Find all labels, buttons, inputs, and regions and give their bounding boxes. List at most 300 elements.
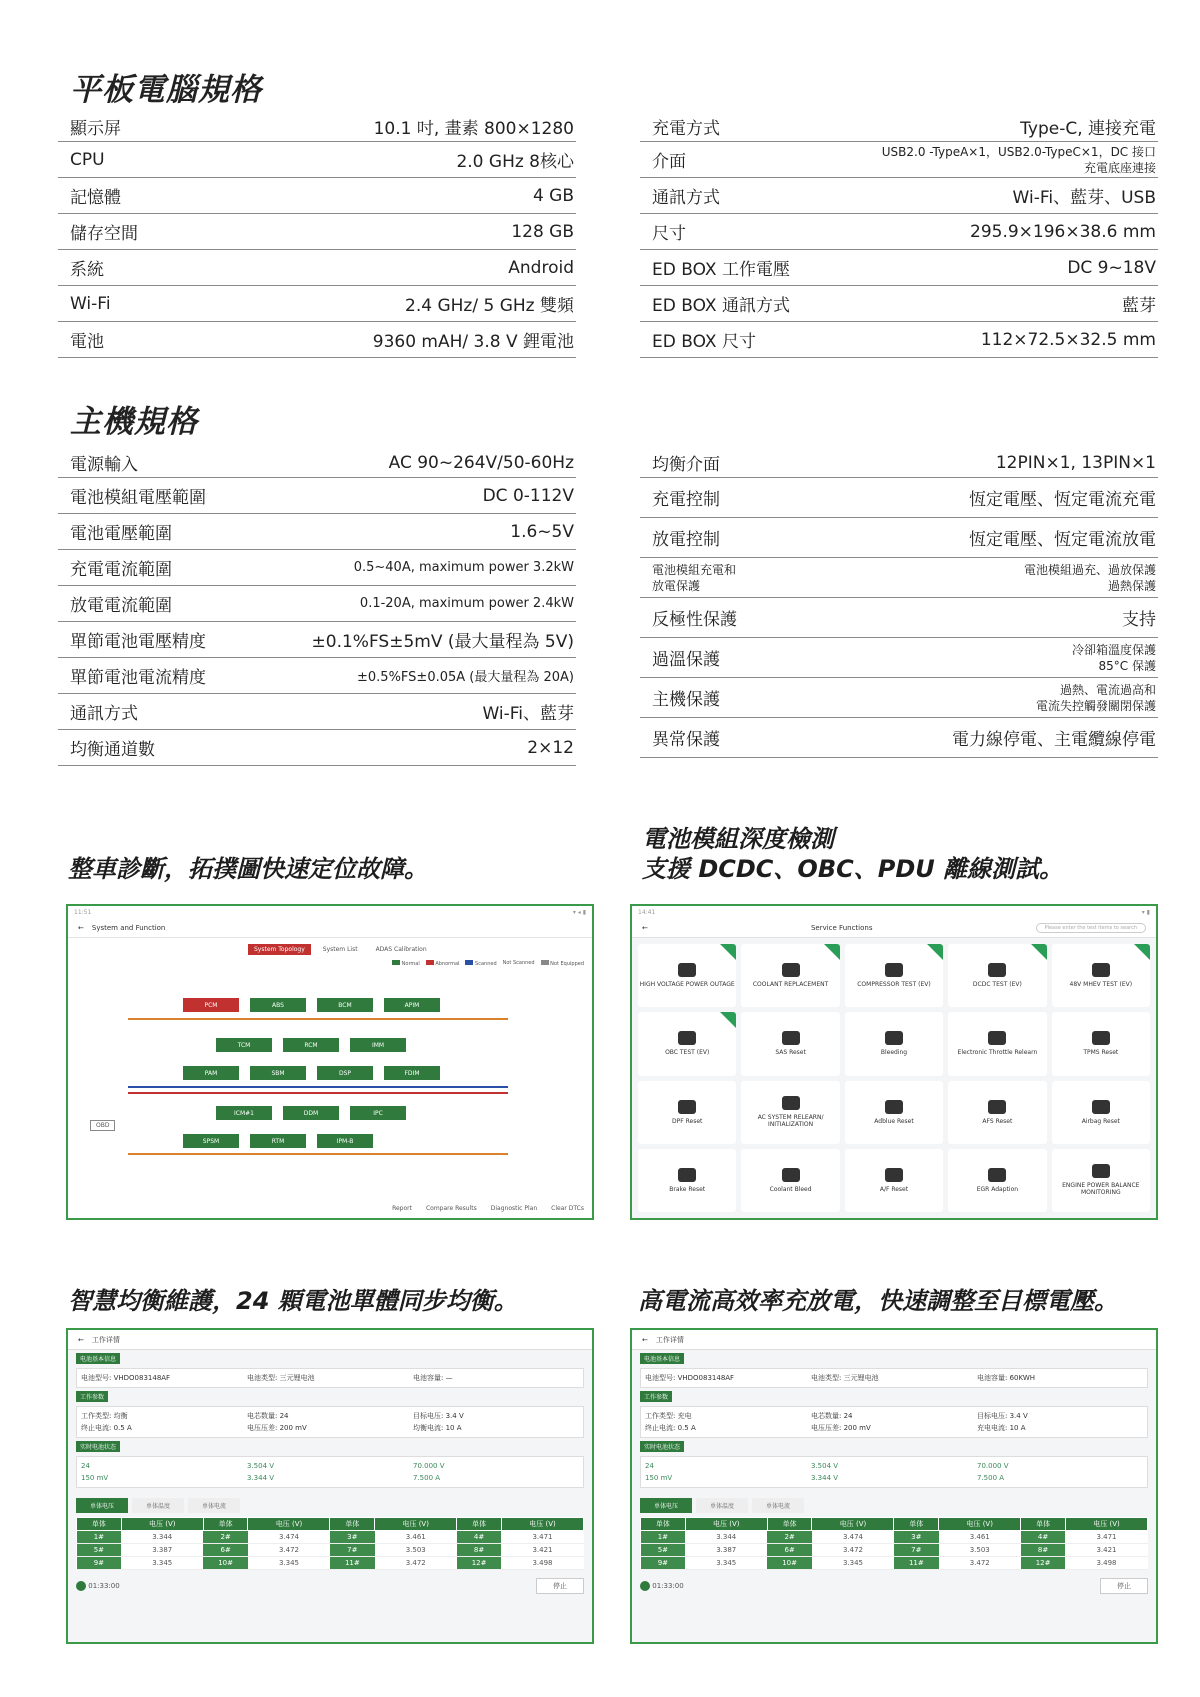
- spec-row: [640, 250, 1158, 286]
- table-cell: 11#: [330, 1557, 375, 1570]
- spec-value: 2×12: [527, 737, 574, 758]
- spec-row: [58, 622, 576, 658]
- spec-value: 0.1-20A, maximum power 2.4kW: [359, 596, 574, 611]
- spec-row: [58, 322, 576, 358]
- rt-cells: 24: [645, 1462, 654, 1470]
- col-header: 单体: [1021, 1518, 1066, 1531]
- spec-value: 支持: [1122, 610, 1156, 630]
- ecu-module[interactable]: DSP: [317, 1066, 373, 1080]
- spec-label: 單節電池電流精度: [70, 668, 206, 688]
- table-cell: 5#: [641, 1544, 686, 1557]
- spec-value: 10.1 吋, 畫素 800×1280: [373, 119, 574, 139]
- service-icon: [1092, 1164, 1110, 1178]
- spec-row: [640, 558, 1158, 598]
- table-cell: 9#: [77, 1557, 122, 1570]
- table-row: [641, 1544, 1148, 1557]
- spec-label: 儲存空間: [70, 224, 138, 244]
- service-function-tile[interactable]: [948, 944, 1046, 1007]
- footer-bar: [76, 1578, 584, 1594]
- work-current: 充电电流: 10 A: [977, 1424, 1026, 1432]
- service-label: Airbag Reset: [1081, 1117, 1120, 1125]
- report-button[interactable]: Report: [392, 1205, 412, 1212]
- spec-label: ED BOX 尺寸: [652, 332, 756, 352]
- table-row: [77, 1531, 584, 1544]
- ecu-module[interactable]: RCM: [283, 1038, 339, 1052]
- cell-tabs: [76, 1498, 584, 1513]
- service-label: COMPRESSOR TEST (EV): [857, 981, 931, 989]
- section-tag: 电池基本信息: [640, 1353, 684, 1364]
- spec-label: Wi-Fi: [70, 293, 111, 314]
- table-cell: 3.345: [812, 1557, 894, 1570]
- col-header: 电压 (V): [685, 1518, 767, 1531]
- charge-screenshot: [630, 1328, 1158, 1644]
- spec-value: 電池模組過充、過放保護 過熱保護: [1023, 562, 1156, 593]
- service-function-tile[interactable]: [638, 944, 736, 1007]
- service-label: HIGH VOLTAGE POWER OUTAGE: [639, 981, 735, 989]
- spec-value: USB2.0 -TypeA×1，USB2.0-TypeC×1，DC 接口 充電底座連接: [881, 144, 1156, 175]
- spec-row: [640, 678, 1158, 718]
- spec-value: Wi-Fi、藍芽: [482, 704, 574, 724]
- tab-system-list[interactable]: System List: [322, 946, 358, 953]
- service-icon: [782, 1168, 800, 1182]
- spec-row: [640, 518, 1158, 558]
- spec-row: [58, 658, 576, 694]
- cell-voltage-table: [76, 1517, 584, 1570]
- legend-not-scanned: Not Scanned: [502, 960, 535, 966]
- spec-label: 放電控制: [652, 530, 720, 550]
- table-cell: 3.472: [812, 1544, 894, 1557]
- new-flag-icon: [824, 944, 840, 960]
- table-cell: 3.345: [121, 1557, 203, 1570]
- spec-value: 9360 mAH/ 3.8 V 鋰電池: [372, 332, 574, 352]
- table-cell: 3.461: [939, 1531, 1021, 1544]
- table-cell: 3.345: [685, 1557, 767, 1570]
- col-header: 单体: [203, 1518, 248, 1531]
- spec-label: 過溫保護: [652, 650, 720, 670]
- table-row: [77, 1557, 584, 1570]
- search-input[interactable]: Please enter the test items to search: [1036, 923, 1146, 933]
- back-arrow-icon[interactable]: ←: [78, 1335, 84, 1344]
- spec-value: 112×72.5×32.5 mm: [980, 329, 1156, 350]
- service-function-tile[interactable]: [845, 944, 943, 1007]
- table-row: [77, 1544, 584, 1557]
- spec-row: [640, 638, 1158, 678]
- spec-value: AC 90~264V/50-60Hz: [388, 452, 574, 473]
- header-title: Service Functions: [810, 923, 873, 932]
- tab-cell-current[interactable]: 单体电流: [188, 1498, 240, 1513]
- col-header: 单体: [641, 1518, 686, 1531]
- ecu-module[interactable]: BCM: [317, 998, 373, 1012]
- service-icon: [1092, 1100, 1110, 1114]
- can-bus-line: [128, 1086, 508, 1088]
- back-arrow-icon[interactable]: ←: [78, 923, 84, 932]
- table-cell: 12#: [457, 1557, 502, 1570]
- table-cell: 3.461: [375, 1531, 457, 1544]
- ecu-module[interactable]: IMM: [350, 1038, 406, 1052]
- spec-row: [640, 322, 1158, 358]
- spec-value: DC 9~18V: [1067, 257, 1156, 278]
- table-cell: 3.344: [121, 1531, 203, 1544]
- col-header: 电压 (V): [501, 1518, 583, 1531]
- service-icon: [1092, 963, 1110, 977]
- table-cell: 1#: [77, 1531, 122, 1544]
- service-function-tile[interactable]: [948, 1081, 1046, 1144]
- stop-button[interactable]: 停止: [536, 1578, 584, 1594]
- table-cell: 3.498: [501, 1557, 583, 1570]
- ecu-module[interactable]: SPSM: [183, 1134, 239, 1148]
- feature-title-balance: 智慧均衡維護，24 顆電池單體同步均衡。: [68, 1287, 518, 1315]
- service-function-tile[interactable]: [1052, 944, 1150, 1007]
- can-bus-line: [128, 1018, 508, 1020]
- service-icon: [678, 1168, 696, 1182]
- table-cell: 3#: [894, 1531, 939, 1544]
- ecu-module[interactable]: DDM: [283, 1106, 339, 1120]
- spec-row: [640, 478, 1158, 518]
- clear-dtcs-button[interactable]: Clear DTCs: [551, 1205, 584, 1212]
- spec-value: Wi-Fi、藍芽、USB: [1012, 188, 1156, 208]
- spec-row: [58, 448, 576, 478]
- work-params-block: [76, 1406, 584, 1438]
- spec-label: 充電控制: [652, 490, 720, 510]
- compare-results-button[interactable]: Compare Results: [425, 1205, 477, 1212]
- table-cell: 3.503: [375, 1544, 457, 1557]
- cell-tabs: [640, 1498, 1148, 1513]
- table-cell: 3.421: [501, 1544, 583, 1557]
- spec-row: [640, 598, 1158, 638]
- tablet-spec-left: [58, 112, 576, 358]
- rt-max-diff: 150 mV: [81, 1474, 109, 1482]
- spec-row: [640, 142, 1158, 178]
- battery-model: 电池型号: VHDO083148AF: [81, 1374, 171, 1382]
- service-functions-screenshot: [630, 904, 1158, 1220]
- topology-tabs: [248, 944, 433, 955]
- spec-label: 均衡通道數: [70, 740, 155, 760]
- service-label: 48V MHEV TEST (EV): [1069, 981, 1133, 989]
- service-icon: [678, 963, 696, 977]
- new-flag-icon: [1031, 944, 1047, 960]
- spec-row: [640, 112, 1158, 142]
- feature-title-battery-b: 支援 DCDC、OBC、PDU 離線測試。: [642, 855, 1064, 883]
- realtime-block: [76, 1456, 584, 1488]
- tab-cell-voltage[interactable]: 单体电压: [640, 1498, 692, 1513]
- service-label: DPF Reset: [672, 1117, 703, 1125]
- spec-value: 2.4 GHz/ 5 GHz 雙頻: [405, 296, 574, 316]
- spec-row: [58, 730, 576, 766]
- table-cell: 3.344: [685, 1531, 767, 1544]
- spec-value: 12PIN×1, 13PIN×1: [995, 452, 1156, 473]
- table-cell: 7#: [894, 1544, 939, 1557]
- service-function-tile[interactable]: [638, 1012, 736, 1075]
- spec-row: [58, 142, 576, 178]
- rt-low: 3.344 V: [811, 1474, 839, 1482]
- spec-row: [58, 214, 576, 250]
- spec-label: ED BOX 工作電壓: [652, 260, 790, 280]
- legend-abnormal: Abnormal: [426, 960, 460, 967]
- service-header: [632, 918, 1156, 938]
- ecu-module[interactable]: TCM: [216, 1038, 272, 1052]
- spec-label: 單節電池電壓精度: [70, 632, 206, 652]
- rt-total: 70.000 V: [413, 1462, 445, 1470]
- voltage-diff: 电压压差: 200 mV: [811, 1424, 871, 1432]
- footer-bar: [640, 1578, 1148, 1594]
- host-spec-right: [640, 448, 1158, 758]
- col-header: 电压 (V): [121, 1518, 203, 1531]
- col-header: 单体: [767, 1518, 812, 1531]
- spec-label: 電池模組充電和 放電保護: [652, 562, 737, 593]
- spec-row: [640, 448, 1158, 478]
- service-function-tile[interactable]: [948, 1012, 1046, 1075]
- spec-value: ±0.1%FS±5mV (最大量程為 5V): [311, 632, 574, 652]
- header-title: 工作详情: [91, 1335, 120, 1344]
- ecu-module[interactable]: ABS: [250, 998, 306, 1012]
- back-arrow-icon[interactable]: ←: [642, 1335, 648, 1344]
- spec-row: [640, 178, 1158, 214]
- battery-type: 电池类型: 三元锂电池: [811, 1374, 879, 1382]
- col-header: 单体: [330, 1518, 375, 1531]
- service-label: Brake Reset: [669, 1185, 706, 1193]
- target-voltage: 目标电压: 3.4 V: [413, 1412, 464, 1420]
- service-icon: [885, 1100, 903, 1114]
- service-icon: [988, 1168, 1006, 1182]
- stop-current: 终止电流: 0.5 A: [81, 1424, 132, 1432]
- service-function-tile[interactable]: [845, 1012, 943, 1075]
- spec-value: 恆定電壓、恆定電流充電: [969, 490, 1156, 510]
- status-bar: 14:41 ▾ ▮: [632, 906, 1156, 918]
- spec-row: [58, 586, 576, 622]
- table-cell: 10#: [767, 1557, 812, 1570]
- service-label: Coolant Bleed: [769, 1185, 812, 1193]
- rt-total: 70.000 V: [977, 1462, 1009, 1470]
- section-tag: 实时电池状态: [640, 1441, 684, 1452]
- service-icon: [1092, 1031, 1110, 1045]
- table-cell: 8#: [457, 1544, 502, 1557]
- spec-label: 充電電流範圍: [70, 560, 172, 580]
- service-label: DCDC TEST (EV): [972, 981, 1022, 989]
- battery-info-block: [640, 1368, 1148, 1388]
- service-function-tile[interactable]: [845, 1081, 943, 1144]
- service-icon: [988, 1100, 1006, 1114]
- spec-row: [58, 286, 576, 322]
- spec-value: 藍芽: [1122, 296, 1156, 316]
- service-function-tile[interactable]: [948, 1149, 1046, 1212]
- service-icon: [885, 1168, 903, 1182]
- battery-capacity: 电池容量: 60KWH: [977, 1374, 1036, 1382]
- table-cell: 10#: [203, 1557, 248, 1570]
- service-function-tile[interactable]: [845, 1149, 943, 1212]
- service-icon: [988, 1031, 1006, 1045]
- new-flag-icon: [720, 1012, 736, 1028]
- service-label: Bleeding: [880, 1049, 908, 1057]
- realtime-block: [640, 1456, 1148, 1488]
- topology-header: [68, 918, 592, 938]
- battery-model: 电池型号: VHDO083148AF: [645, 1374, 735, 1382]
- rt-max-diff: 150 mV: [645, 1474, 673, 1482]
- spec-value: 4 GB: [532, 185, 574, 206]
- rt-current: 7.500 A: [413, 1474, 441, 1482]
- clock-icon: [640, 1581, 650, 1591]
- table-cell: 3.471: [1065, 1531, 1147, 1544]
- diagnostic-plan-button[interactable]: Diagnostic Plan: [490, 1205, 538, 1212]
- tablet-spec-title: 平板電腦規格: [70, 72, 262, 108]
- tab-system-topology[interactable]: System Topology: [248, 944, 311, 955]
- spec-label: CPU: [70, 149, 105, 170]
- table-cell: 4#: [1021, 1531, 1066, 1544]
- table-cell: 3.421: [1065, 1544, 1147, 1557]
- cell-count: 电芯数量: 24: [247, 1412, 289, 1420]
- spec-value: Android: [508, 257, 574, 278]
- service-icon: [678, 1100, 696, 1114]
- tab-cell-voltage[interactable]: 单体电压: [76, 1498, 128, 1513]
- ecu-module[interactable]: FDIM: [384, 1066, 440, 1080]
- tablet-spec-right: [640, 112, 1158, 358]
- stop-current: 终止电流: 0.5 A: [645, 1424, 696, 1432]
- cell-voltage-table: [640, 1517, 1148, 1570]
- tab-adas-calibration[interactable]: ADAS Calibration: [375, 946, 427, 953]
- service-label: EGR Adaption: [976, 1185, 1019, 1193]
- ecu-module[interactable]: APIM: [384, 998, 440, 1012]
- ecu-module[interactable]: RTM: [250, 1134, 306, 1148]
- new-flag-icon: [1134, 944, 1150, 960]
- spec-value: Type-C, 連接充電: [1020, 119, 1156, 139]
- tab-cell-temp[interactable]: 单体温度: [132, 1498, 184, 1513]
- ecu-module[interactable]: ICM#1: [216, 1106, 272, 1120]
- rt-high: 3.504 V: [247, 1462, 275, 1470]
- service-function-tile[interactable]: [741, 944, 839, 1007]
- col-header: 电压 (V): [248, 1518, 330, 1531]
- service-icon: [885, 963, 903, 977]
- spec-row: [58, 694, 576, 730]
- table-cell: 8#: [1021, 1544, 1066, 1557]
- table-cell: 3.503: [939, 1544, 1021, 1557]
- spec-row: [58, 478, 576, 514]
- spec-label: 放電電流範圍: [70, 596, 172, 616]
- ecu-module[interactable]: PAM: [183, 1066, 239, 1080]
- section-tag: 工作参数: [76, 1391, 108, 1402]
- service-label: OBC TEST (EV): [665, 1049, 710, 1057]
- work-current: 均衡电流: 10 A: [413, 1424, 462, 1432]
- stop-button[interactable]: 停止: [1100, 1578, 1148, 1594]
- ecu-module[interactable]: IPC: [350, 1106, 406, 1120]
- service-label: AFS Reset: [982, 1117, 1013, 1125]
- col-header: 单体: [894, 1518, 939, 1531]
- service-icon: [988, 963, 1006, 977]
- timer: 01:33:00: [76, 1581, 120, 1591]
- service-function-tile[interactable]: [1052, 1149, 1150, 1212]
- spec-value: ±0.5%FS±0.05A (最大量程為 20A): [357, 670, 574, 685]
- status-bar: 11:51 ▾ ◂ ▮: [68, 906, 592, 918]
- service-label: TPMS Reset: [1083, 1049, 1119, 1057]
- service-label: Adblue Reset: [874, 1117, 914, 1125]
- table-cell: 2#: [203, 1531, 248, 1544]
- legend: [392, 960, 584, 967]
- tab-cell-temp[interactable]: 单体温度: [696, 1498, 748, 1513]
- service-label: COOLANT REPLACEMENT: [752, 981, 829, 989]
- table-cell: 3.472: [939, 1557, 1021, 1570]
- spec-label: 均衡介面: [652, 455, 720, 475]
- rt-low: 3.344 V: [247, 1474, 275, 1482]
- spec-value: 過熱、電流過高和 電流失控觸發關閉保護: [1035, 682, 1156, 713]
- table-row: [641, 1557, 1148, 1570]
- spec-label: 通訊方式: [652, 188, 720, 208]
- ecu-module[interactable]: PCM: [183, 998, 239, 1012]
- back-arrow-icon[interactable]: ←: [642, 923, 648, 932]
- spec-row: [640, 718, 1158, 758]
- work-detail-header: [632, 1330, 1156, 1350]
- spec-label: 電池模組電壓範圍: [70, 488, 206, 508]
- spec-row: [58, 514, 576, 550]
- cell-count: 电芯数量: 24: [811, 1412, 853, 1420]
- rt-current: 7.500 A: [977, 1474, 1005, 1482]
- service-function-tile[interactable]: [638, 1149, 736, 1212]
- col-header: 单体: [457, 1518, 502, 1531]
- topology-area: [68, 938, 592, 1218]
- can-bus-line: [128, 1153, 508, 1155]
- host-spec-left: [58, 448, 576, 766]
- topology-actions: [392, 1205, 584, 1212]
- spec-row: [640, 286, 1158, 322]
- table-cell: 11#: [894, 1557, 939, 1570]
- work-mode: 工作类型: 均衡: [81, 1412, 128, 1420]
- spec-label: 顯示屏: [70, 119, 121, 139]
- new-flag-icon: [720, 944, 736, 960]
- service-function-tile[interactable]: [741, 1149, 839, 1212]
- spec-label: 記憶體: [70, 188, 121, 208]
- battery-info-block: [76, 1368, 584, 1388]
- service-function-tile[interactable]: [1052, 1012, 1150, 1075]
- service-function-tile[interactable]: [741, 1081, 839, 1144]
- spec-label: 介面: [652, 152, 686, 172]
- header-title: 工作详情: [655, 1335, 684, 1344]
- spec-row: [640, 214, 1158, 250]
- table-cell: 4#: [457, 1531, 502, 1544]
- table-cell: 3#: [330, 1531, 375, 1544]
- legend-normal: Normal: [392, 960, 420, 967]
- col-header: 电压 (V): [939, 1518, 1021, 1531]
- service-function-tile[interactable]: [1052, 1081, 1150, 1144]
- service-icon: [782, 963, 800, 977]
- table-cell: 3.387: [121, 1544, 203, 1557]
- table-cell: 1#: [641, 1531, 686, 1544]
- col-header: 电压 (V): [1065, 1518, 1147, 1531]
- can-bus-line: [128, 1092, 508, 1094]
- table-row: [641, 1531, 1148, 1544]
- spec-value: 恆定電壓、恆定電流放電: [969, 530, 1156, 550]
- table-cell: 3.498: [1065, 1557, 1147, 1570]
- section-tag: 工作参数: [640, 1391, 672, 1402]
- feature-title-battery-a: 電池模組深度檢測: [642, 825, 834, 853]
- obd-port: OBD: [90, 1120, 115, 1131]
- service-function-tile[interactable]: [741, 1012, 839, 1075]
- spec-label: 異常保護: [652, 730, 720, 750]
- ecu-module[interactable]: SBM: [250, 1066, 306, 1080]
- spec-label: 電池電壓範圍: [70, 524, 172, 544]
- tab-cell-current[interactable]: 单体电流: [752, 1498, 804, 1513]
- ecu-module[interactable]: IPM-B: [317, 1134, 373, 1148]
- voltage-diff: 电压压差: 200 mV: [247, 1424, 307, 1432]
- spec-row: [58, 112, 576, 142]
- service-label: ENGINE POWER BALANCE MONITORING: [1062, 1182, 1140, 1197]
- service-label: SAS Reset: [775, 1049, 806, 1057]
- service-function-tile[interactable]: [638, 1081, 736, 1144]
- spec-label: 尺寸: [652, 224, 686, 244]
- table-cell: 6#: [767, 1544, 812, 1557]
- table-cell: 2#: [767, 1531, 812, 1544]
- spec-label: 電池: [70, 332, 104, 352]
- work-params-block: [640, 1406, 1148, 1438]
- target-voltage: 目标电压: 3.4 V: [977, 1412, 1028, 1420]
- spec-row: [58, 178, 576, 214]
- battery-capacity: 电池容量: —: [413, 1374, 453, 1382]
